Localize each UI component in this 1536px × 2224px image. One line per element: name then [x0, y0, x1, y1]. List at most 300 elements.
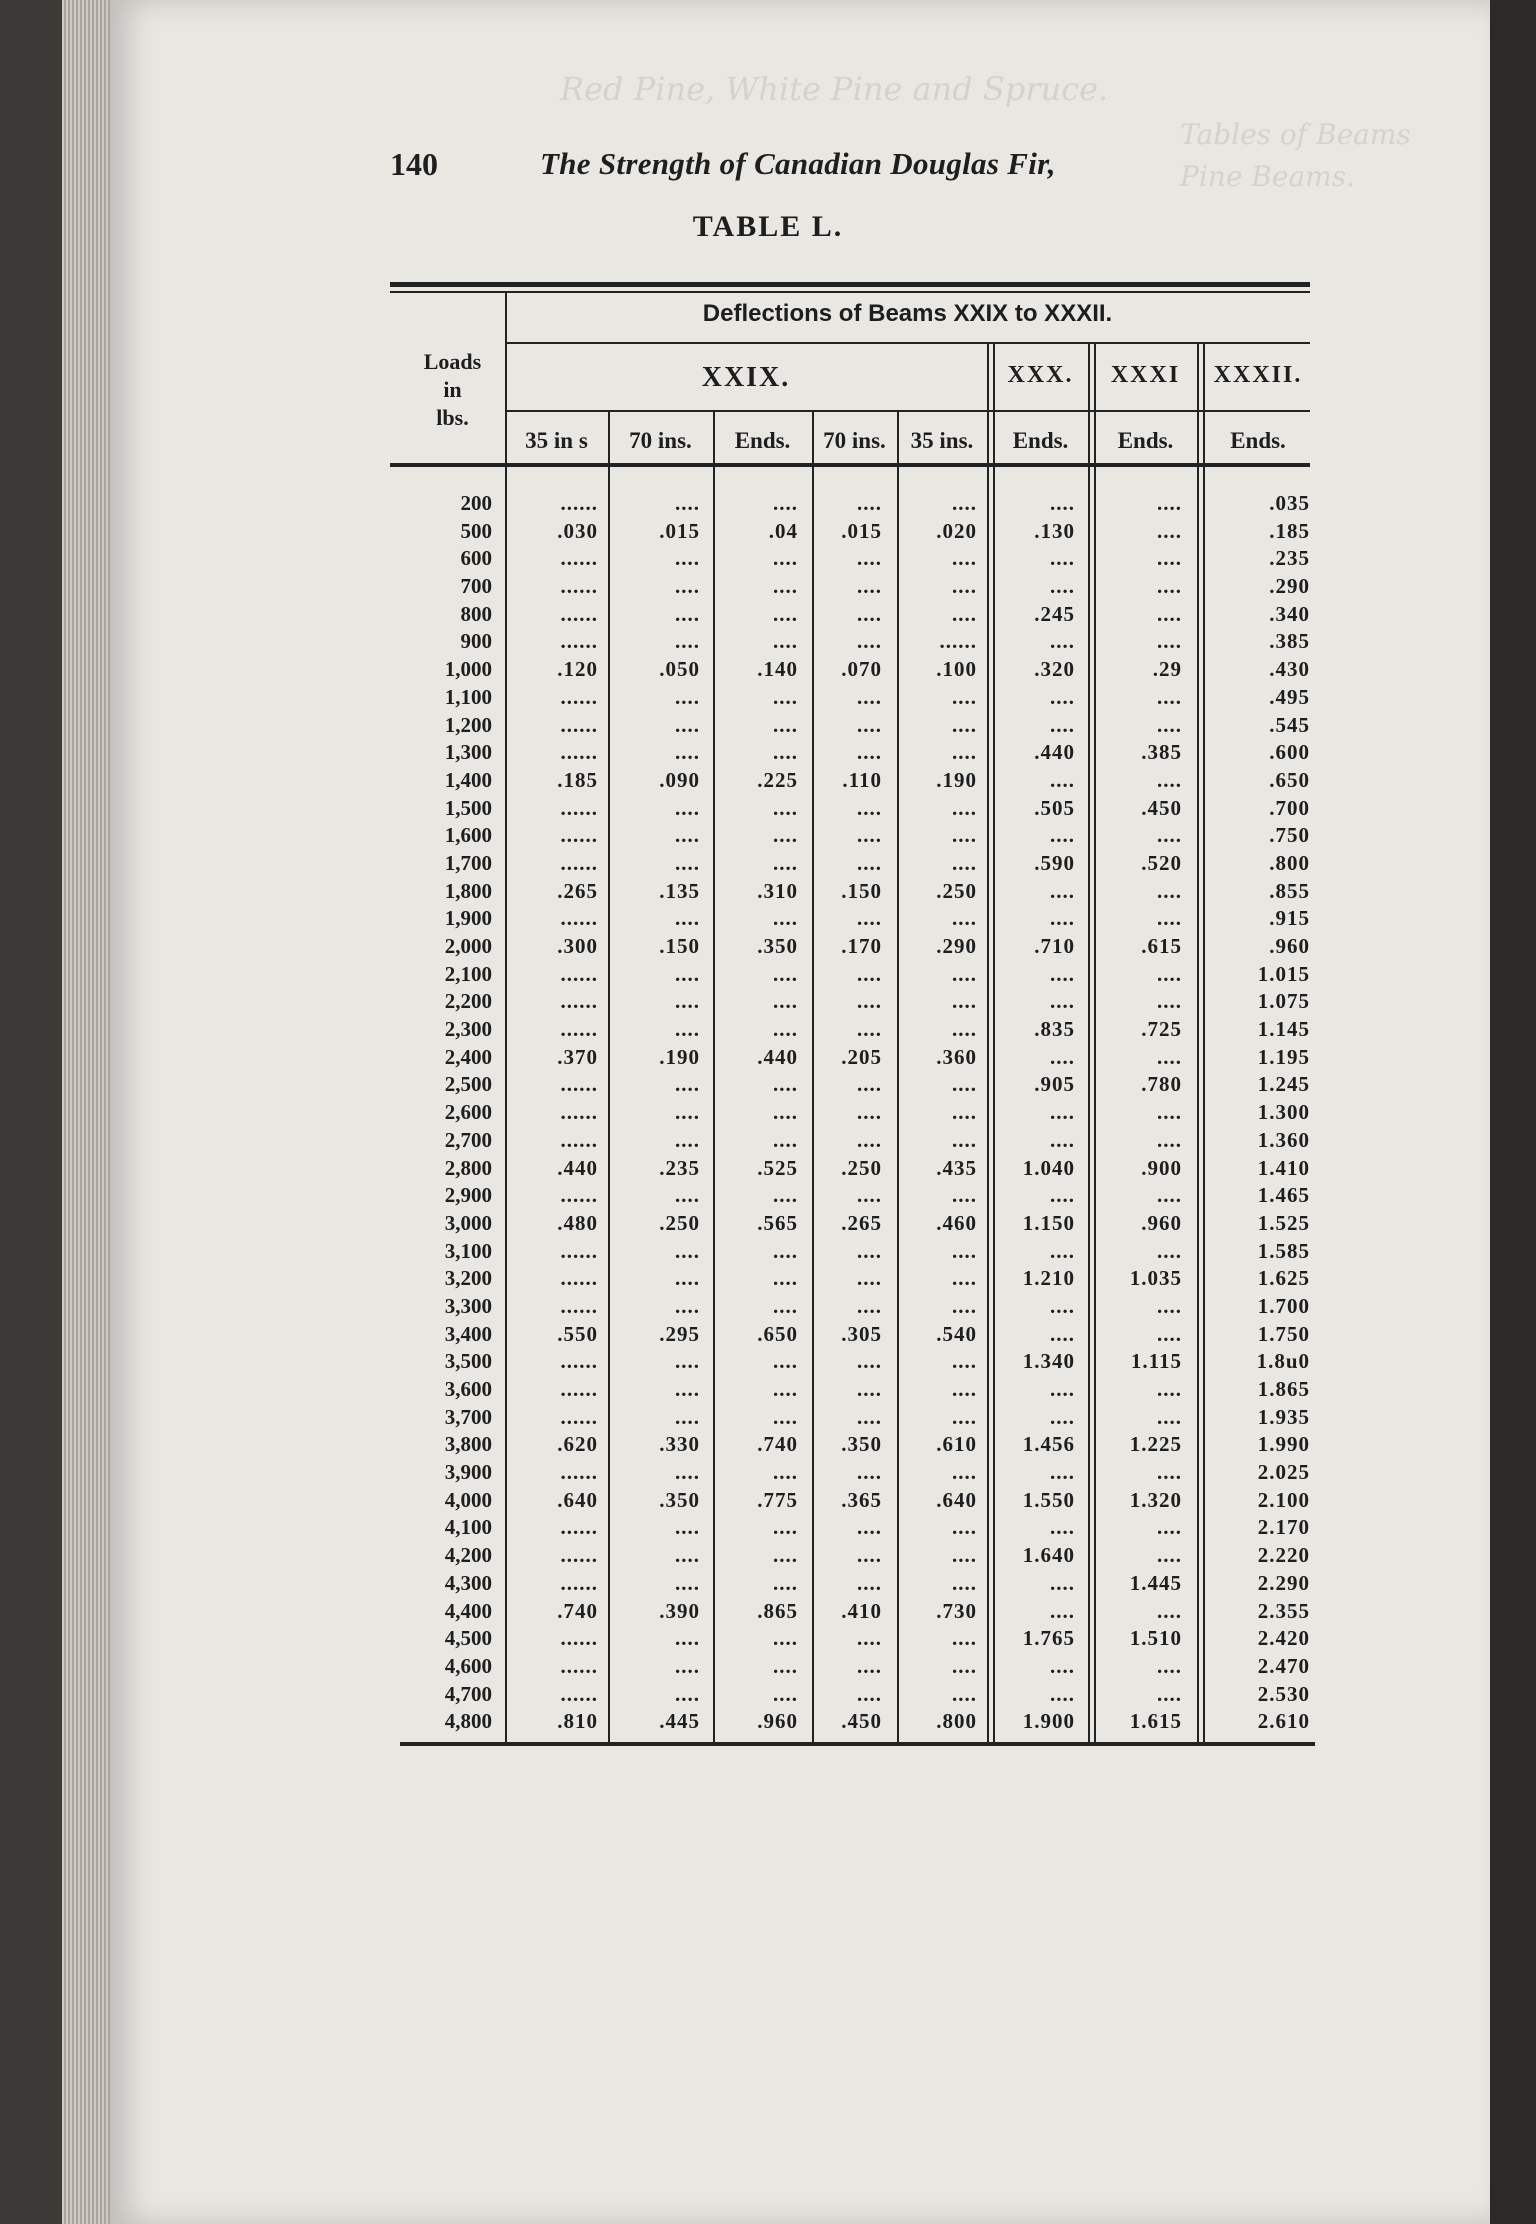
column-header-rule — [390, 463, 1310, 467]
deflection-cell: .... — [952, 1349, 977, 1374]
deflection-cell: 1.015 — [1257, 961, 1310, 986]
deflection-cell: .550 — [557, 1321, 598, 1346]
deflection-cell: .590 — [1034, 850, 1075, 875]
deflection-cell: .... — [1050, 1681, 1075, 1706]
deflection-cell: .205 — [841, 1044, 882, 1069]
deflection-cell: ...... — [560, 850, 598, 875]
deflection-cell: .520 — [1141, 850, 1182, 875]
deflection-cell: .310 — [757, 878, 798, 903]
deflection-cell: ...... — [560, 989, 598, 1014]
deflection-cell: .... — [675, 1293, 700, 1318]
deflection-cell: ...... — [560, 601, 598, 626]
load-cell: 2,000 — [444, 934, 492, 958]
deflection-cell: .... — [857, 795, 882, 820]
deflection-cell: ...... — [560, 1072, 598, 1097]
deflection-cell: .... — [952, 1100, 977, 1125]
load-cell: 1,200 — [444, 712, 492, 737]
deflection-cell: .... — [773, 1072, 798, 1097]
deflection-cell: .... — [952, 795, 977, 820]
table-row — [380, 739, 1340, 767]
deflection-cell: ...... — [560, 546, 598, 571]
deflection-cell: .... — [1157, 906, 1182, 931]
deflection-cell: .... — [675, 1515, 700, 1540]
deflection-cell: 1.300 — [1257, 1100, 1310, 1125]
deflection-cell: .... — [1157, 712, 1182, 737]
deflection-cell: .450 — [1141, 795, 1182, 820]
deflection-cell: .... — [1050, 1460, 1075, 1485]
deflection-cell: .300 — [557, 934, 598, 958]
column-header: Ends. — [1012, 428, 1069, 453]
deflection-cell: .... — [773, 850, 798, 875]
deflection-cell: .... — [675, 1017, 700, 1042]
deflection-cell: .... — [773, 1183, 798, 1208]
deflection-cell: .235 — [1269, 546, 1310, 571]
load-cell: 3,200 — [444, 1266, 492, 1291]
deflection-cell: .29 — [1152, 657, 1182, 682]
deflection-cell: 1.990 — [1257, 1432, 1310, 1457]
deflection-cell: .... — [952, 823, 977, 848]
table-row — [380, 1016, 1340, 1044]
deflection-cell: .740 — [557, 1598, 598, 1623]
deflection-cell: 1.865 — [1257, 1377, 1310, 1401]
deflection-cell: ...... — [560, 823, 598, 848]
deflection-cell: .... — [1050, 546, 1075, 571]
deflection-cell: .... — [857, 712, 882, 737]
deflection-cell: .... — [675, 1460, 700, 1485]
deflection-cell: .... — [773, 1515, 798, 1540]
load-cell: 1,900 — [444, 906, 492, 931]
deflection-cell: .135 — [659, 878, 700, 903]
deflection-cell: .... — [773, 712, 798, 737]
deflection-cell: ...... — [560, 1377, 598, 1401]
load-cell: 4,300 — [444, 1570, 492, 1595]
deflection-cell: .130 — [1034, 518, 1075, 543]
group-header-xxix: XXIX. — [701, 362, 791, 393]
deflection-cell: .290 — [936, 934, 977, 958]
deflection-cell: .250 — [841, 1155, 882, 1180]
deflection-cell: .... — [1157, 574, 1182, 599]
deflection-cell: ...... — [560, 961, 598, 986]
load-cell: 2,700 — [444, 1127, 492, 1152]
deflection-cell: 1.195 — [1257, 1044, 1310, 1069]
deflection-cell: .725 — [1141, 1017, 1182, 1042]
deflection-cell: .... — [675, 1238, 700, 1263]
table-row — [380, 795, 1340, 823]
deflection-cell: 1.456 — [1022, 1432, 1075, 1457]
load-cell: 3,400 — [444, 1321, 492, 1346]
table-row — [380, 1155, 1340, 1183]
table-row — [380, 1487, 1340, 1515]
deflection-cell: .... — [952, 1653, 977, 1678]
deflection-cell: .... — [675, 684, 700, 709]
deflection-cell: .020 — [936, 518, 977, 543]
deflection-cell: .600 — [1269, 740, 1310, 765]
load-cell: 2,600 — [444, 1100, 492, 1125]
deflection-cell: .... — [857, 906, 882, 931]
deflection-cell: .... — [952, 546, 977, 571]
deflection-cell: .... — [952, 1460, 977, 1485]
deflection-cell: .... — [1050, 961, 1075, 986]
deflection-cell: .... — [857, 1072, 882, 1097]
deflection-cell: .... — [952, 491, 977, 515]
deflection-cell: .... — [1050, 906, 1075, 931]
table-row — [380, 1238, 1340, 1266]
table-row — [380, 905, 1340, 933]
deflection-cell: .... — [675, 1349, 700, 1374]
deflection-cell: .350 — [757, 934, 798, 958]
deflection-cell: .... — [773, 1100, 798, 1125]
deflection-cell: .250 — [659, 1210, 700, 1235]
deflection-cell: 1.225 — [1129, 1432, 1182, 1457]
table-row — [380, 822, 1340, 850]
deflection-cell: ...... — [560, 1293, 598, 1318]
deflection-cell: .505 — [1034, 795, 1075, 820]
table-row — [380, 961, 1340, 989]
deflection-cell: .... — [1050, 989, 1075, 1014]
deflection-cell: .... — [857, 1266, 882, 1291]
load-cell: 1,600 — [444, 823, 492, 848]
deflection-cell: .... — [773, 1349, 798, 1374]
deflection-cell: .... — [857, 1515, 882, 1540]
deflection-cell: 1.210 — [1022, 1266, 1075, 1291]
load-cell: 4,700 — [444, 1681, 492, 1706]
deflection-cell: .... — [675, 1570, 700, 1595]
deflection-cell: .... — [1050, 1515, 1075, 1540]
deflection-cell: .... — [1157, 961, 1182, 986]
loads-header — [400, 348, 505, 432]
load-cell: 1,300 — [444, 740, 492, 765]
deflection-cell: .780 — [1141, 1072, 1182, 1097]
deflection-cell: .... — [1050, 1653, 1075, 1678]
deflection-cell: .... — [1157, 1404, 1182, 1429]
deflection-cell: .640 — [936, 1487, 977, 1512]
deflection-cell: ...... — [560, 712, 598, 737]
deflection-cell: .... — [1050, 1293, 1075, 1318]
group-header-xxx: XXX. — [1007, 362, 1074, 388]
deflection-cell: .370 — [557, 1044, 598, 1069]
deflection-cell: .... — [1050, 1044, 1075, 1069]
load-cell: 2,400 — [444, 1044, 492, 1069]
deflection-cell: .... — [773, 546, 798, 571]
deflection-cell: .... — [675, 712, 700, 737]
deflection-cell: .565 — [757, 1210, 798, 1235]
deflection-cell: .800 — [1269, 850, 1310, 875]
load-cell: 4,000 — [444, 1487, 492, 1512]
deflection-cell: .... — [857, 1377, 882, 1401]
deflection-cell: .... — [773, 1017, 798, 1042]
column-header: Ends. — [1230, 428, 1286, 453]
table-row — [380, 601, 1340, 629]
deflection-cell: .... — [675, 740, 700, 765]
deflection-cell: .110 — [842, 767, 882, 792]
deflection-cell: .... — [857, 1404, 882, 1429]
deflection-cell: .... — [675, 1072, 700, 1097]
deflection-cell: .... — [952, 1377, 977, 1401]
deflection-cell: 1.320 — [1129, 1487, 1182, 1512]
deflection-cell: .... — [773, 1377, 798, 1401]
table-row — [380, 1376, 1340, 1404]
load-cell: 1,100 — [444, 684, 492, 709]
deflection-cell: .... — [1050, 767, 1075, 792]
deflection-cell: .295 — [659, 1321, 700, 1346]
deflection-cell: .035 — [1269, 491, 1310, 515]
deflection-cell: .... — [773, 1570, 798, 1595]
deflection-cell: .... — [952, 1681, 977, 1706]
deflection-cell: .905 — [1034, 1072, 1075, 1097]
deflection-cell: .... — [1157, 823, 1182, 848]
deflection-cell: .120 — [557, 657, 598, 682]
table-row — [380, 1293, 1340, 1321]
deflection-cell: .015 — [841, 518, 882, 543]
table-bottom-rule — [400, 1742, 1315, 1746]
deflection-cell: .... — [952, 601, 977, 626]
deflection-cell: .... — [857, 961, 882, 986]
table-row — [380, 545, 1340, 573]
deflection-cell: .... — [675, 601, 700, 626]
deflection-cell: .... — [773, 574, 798, 599]
deflection-cell: .... — [1050, 684, 1075, 709]
deflection-cell: .... — [1050, 1377, 1075, 1401]
deflection-cell: .185 — [1269, 518, 1310, 543]
deflection-cell: .... — [773, 629, 798, 654]
deflection-cell: .140 — [757, 657, 798, 682]
column-header: 35 ins. — [910, 428, 974, 453]
deflection-cell: ...... — [560, 491, 598, 515]
deflection-cell: .... — [857, 823, 882, 848]
deflection-cell: .150 — [659, 934, 700, 958]
deflection-cell: .... — [952, 1570, 977, 1595]
table-row — [380, 1348, 1340, 1376]
table-row — [380, 988, 1340, 1016]
deflection-cell: 1.640 — [1022, 1543, 1075, 1568]
deflection-cell: 1.750 — [1257, 1321, 1310, 1346]
deflection-cell: .... — [857, 491, 882, 515]
deflection-cell: ...... — [560, 1626, 598, 1651]
deflection-cell: .265 — [557, 878, 598, 903]
deflection-cell: .... — [773, 740, 798, 765]
table-row — [380, 1321, 1340, 1349]
deflection-cell: .... — [857, 1293, 882, 1318]
table-row — [380, 712, 1340, 740]
deflection-cell: 1.625 — [1257, 1266, 1310, 1291]
deflection-cell: .... — [857, 1183, 882, 1208]
deflection-cell: .... — [773, 1404, 798, 1429]
deflection-cell: .... — [773, 1127, 798, 1152]
deflection-cell: .710 — [1034, 934, 1075, 958]
deflection-cell: .030 — [557, 518, 598, 543]
deflection-cell: .... — [1050, 1321, 1075, 1346]
deflection-cell: .... — [952, 740, 977, 765]
deflection-cell: .915 — [1269, 906, 1310, 931]
deflection-cell: .... — [857, 546, 882, 571]
deflection-cell: 2.290 — [1257, 1570, 1310, 1595]
deflection-cell: .... — [857, 629, 882, 654]
deflection-cell: .... — [1157, 1681, 1182, 1706]
deflection-cell: .245 — [1034, 601, 1075, 626]
deflection-cell: 1.150 — [1022, 1210, 1075, 1235]
deflection-cell: 2.220 — [1257, 1543, 1310, 1568]
deflection-cell: .... — [1157, 1100, 1182, 1125]
deflection-cell: .385 — [1141, 740, 1182, 765]
deflection-cell: .... — [857, 601, 882, 626]
deflection-cell: 2.170 — [1257, 1515, 1310, 1540]
deflection-cell: .... — [952, 1127, 977, 1152]
running-title: The Strength of Canadian Douglas Fir, — [540, 146, 1056, 181]
deflection-cell: .350 — [659, 1487, 700, 1512]
deflection-cell: .730 — [936, 1598, 977, 1623]
deflection-cell: .... — [773, 1460, 798, 1485]
column-header: 70 ins. — [823, 428, 886, 453]
deflection-cell: .... — [675, 1377, 700, 1401]
deflection-cell: .015 — [659, 518, 700, 543]
deflection-cell: .610 — [936, 1432, 977, 1457]
load-cell: 200 — [460, 491, 492, 515]
deflection-cell: .... — [1157, 878, 1182, 903]
deflection-cell: .810 — [557, 1709, 598, 1734]
deflection-cell: .... — [675, 795, 700, 820]
deflection-cell: .... — [675, 1543, 700, 1568]
deflection-cell: 2.355 — [1257, 1598, 1310, 1623]
table-row — [380, 1071, 1340, 1099]
deflection-cell: .... — [857, 1681, 882, 1706]
deflection-cell: .960 — [1269, 934, 1310, 958]
deflection-cell: .835 — [1034, 1017, 1075, 1042]
deflection-cell: .740 — [757, 1432, 798, 1457]
deflection-cell: .... — [1050, 1100, 1075, 1125]
table-row — [380, 1625, 1340, 1653]
deflection-cell: .190 — [659, 1044, 700, 1069]
deflection-cell: .185 — [557, 767, 598, 792]
deflection-cell: .290 — [1269, 574, 1310, 599]
deflection-cell: .... — [857, 1626, 882, 1651]
deflection-cell: .... — [773, 906, 798, 931]
deflection-cell: 1.410 — [1257, 1155, 1310, 1180]
deflection-cell: .... — [1157, 1044, 1182, 1069]
table-row — [380, 933, 1340, 961]
deflection-cell: .... — [1050, 1183, 1075, 1208]
deflection-cell: .750 — [1269, 823, 1310, 848]
deflection-cell: .... — [1050, 823, 1075, 848]
deflection-cell: .... — [1157, 1543, 1182, 1568]
deflection-cell: .700 — [1269, 795, 1310, 820]
deflection-cell: .04 — [768, 518, 798, 543]
deflection-cell: .440 — [1034, 740, 1075, 765]
load-cell: 3,900 — [444, 1460, 492, 1485]
deflection-cell: ...... — [560, 629, 598, 654]
deflection-cell: .... — [857, 989, 882, 1014]
deflection-cell: .... — [952, 1017, 977, 1042]
deflection-cell: .... — [675, 823, 700, 848]
load-cell: 2,500 — [444, 1072, 492, 1097]
deflection-cell: .... — [952, 1238, 977, 1263]
load-cell: 1,000 — [444, 657, 492, 682]
deflection-cell: .900 — [1141, 1155, 1182, 1180]
deflection-cell: .340 — [1269, 601, 1310, 626]
table-row — [380, 573, 1340, 601]
deflection-cell: .... — [952, 1183, 977, 1208]
deflection-cell: .090 — [659, 767, 700, 792]
loads-header-line: lbs. — [436, 405, 469, 430]
deflection-cell: .445 — [659, 1709, 700, 1734]
table-row — [380, 1459, 1340, 1487]
loads-header-line: in — [443, 377, 462, 402]
deflection-cell: .525 — [757, 1155, 798, 1180]
deflection-cell: .615 — [1141, 934, 1182, 958]
deflection-cell: .... — [773, 601, 798, 626]
deflection-cell: .... — [773, 1543, 798, 1568]
deflection-cell: 2.025 — [1257, 1460, 1310, 1485]
deflection-cell: .... — [952, 906, 977, 931]
deflection-cell: .... — [1157, 518, 1182, 543]
table-row — [380, 490, 1340, 518]
deflection-cell: .390 — [659, 1598, 700, 1623]
deflection-cell: .... — [1050, 1127, 1075, 1152]
deflection-cell: .865 — [757, 1598, 798, 1623]
load-cell: 2,800 — [444, 1155, 492, 1180]
deflection-cell: .... — [675, 1266, 700, 1291]
deflection-cell: 1.510 — [1129, 1626, 1182, 1651]
deflection-cell: .... — [857, 1100, 882, 1125]
deflection-cell: .... — [952, 1072, 977, 1097]
load-cell: 2,900 — [444, 1183, 492, 1208]
table-row — [380, 1708, 1340, 1736]
load-cell: 3,500 — [444, 1349, 492, 1374]
span-header: Deflections of Beams XXIX to XXXII. — [702, 300, 1113, 327]
deflection-cell: .480 — [557, 1210, 598, 1235]
table-row — [380, 1681, 1340, 1709]
deflection-cell: .... — [773, 684, 798, 709]
deflection-cell: .365 — [841, 1487, 882, 1512]
deflection-cell: .... — [773, 989, 798, 1014]
deflection-cell: .435 — [936, 1155, 977, 1180]
deflection-cell: 1.765 — [1022, 1626, 1075, 1651]
deflection-cell: .... — [1157, 1127, 1182, 1152]
load-cell: 4,800 — [444, 1709, 492, 1734]
table-row — [380, 878, 1340, 906]
deflection-cell: .... — [952, 961, 977, 986]
deflection-cell: 1.445 — [1129, 1570, 1182, 1595]
deflection-cell: .225 — [757, 767, 798, 792]
deflection-cell: .... — [1157, 989, 1182, 1014]
deflection-cell: .... — [857, 1238, 882, 1263]
deflection-cell: 2.100 — [1257, 1487, 1310, 1512]
load-cell: 2,200 — [444, 989, 492, 1014]
deflection-cell: .... — [857, 574, 882, 599]
table-row — [380, 850, 1340, 878]
deflection-cell: .... — [675, 1100, 700, 1125]
deflection-cell: .... — [952, 1543, 977, 1568]
deflection-cell: .... — [1050, 629, 1075, 654]
deflection-cell: 1.585 — [1257, 1238, 1310, 1263]
deflection-cell: .... — [1157, 1653, 1182, 1678]
span-header-rule — [505, 342, 1310, 344]
deflection-cell: ...... — [560, 1404, 598, 1429]
deflection-cell: .... — [773, 491, 798, 515]
deflection-cell: .... — [952, 989, 977, 1014]
deflection-cell: .... — [1157, 1183, 1182, 1208]
deflection-cell: 1.900 — [1022, 1709, 1075, 1734]
deflection-cell: .... — [952, 684, 977, 709]
deflection-cell: .350 — [841, 1432, 882, 1457]
deflection-cell: ...... — [560, 795, 598, 820]
page-number: 140 — [390, 146, 438, 182]
deflection-cell: .... — [675, 1127, 700, 1152]
page-header — [390, 146, 1390, 196]
deflection-cell: .... — [857, 684, 882, 709]
deflection-cell: .... — [857, 850, 882, 875]
deflection-cell: .... — [1157, 1460, 1182, 1485]
deflection-cell: .... — [1050, 1238, 1075, 1263]
